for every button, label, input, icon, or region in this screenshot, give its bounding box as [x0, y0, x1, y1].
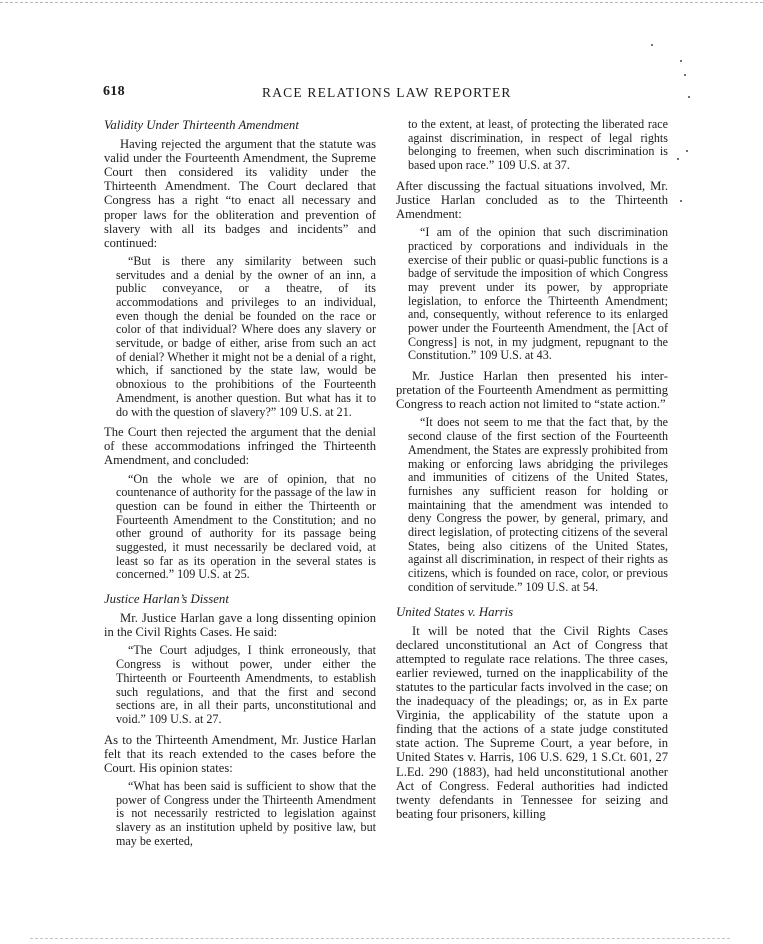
- paragraph: Mr. Justice Harlan gave a long dissenting opinion in the Civil Rights Cases. He said:: [104, 611, 376, 640]
- scan-speck: [684, 74, 686, 76]
- paragraph: The Court then rejected the argument that the denial of these accommodations infringed the Thirteenth Amendment, and concluded:: [104, 425, 376, 468]
- paragraph: Mr. Justice Harlan then presented his interpretation of the Fourteenth Amendment as permitting Congress to reach action not limited to “state action.”: [396, 369, 668, 412]
- scan-bottom-border: [30, 938, 730, 939]
- block-quote: “I am of the opinion that such discrimination practiced by corporations and individuals in the exercise of their public or quasi-public functions is a badge of servitude the imposition of which Congress may prevent under its power, by appropriate legislation, to enforce the Thirteenth Amendment; and, consequently, without reference to its enlarged power under the Fourteenth Amendment, the [Act of Congress] is not, in my judgment, repugnant to the Constitution.” 109 U.S. at 43.: [408, 225, 668, 363]
- section-heading: Justice Harlan’s Dissent: [104, 592, 229, 607]
- block-quote: “But is there any similarity between such servitudes and a denial by the owner of an inn, a public conveyance, or a theatre, of its accommodations and privileges to an individual, even though the denial be founded on the race or color of that individual? Where does any slavery or servitude, or badge of either, arise from such an act of denial? Whether it might not be a denial of a right, which, if sanctioned by the state law, would be obnoxious to the prohibitions of the Fourteenth Amendment, is another question. But what has it to do with the question of slavery?” 109 U.S. at 21.: [116, 253, 376, 419]
- scan-top-border: [0, 2, 763, 3]
- left-column: [104, 118, 376, 854]
- scan-speck: [677, 158, 679, 160]
- right-column: [396, 118, 668, 826]
- block-quote: “What has been said is sufficient to show that the power of Congress under the Thirteenth Amendment is not necessarily restricted to legislation against slavery as an institution upheld by positive law, but may be exerted,: [116, 778, 376, 848]
- block-quote: “It does not seem to me that the fact that, by the second clause of the first section of the Fourteenth Amendment, the States are expressly prohibited from making or enforcing laws abridging the privileges and immunities of citizens of the United States, furnishes any sufficient reason for holding or maintaining that the amendment was intended to deny Congress the power, by general, primary, and direct legislation, of protecting citizens of the several States, being also citizens of the United States, against all discrimination, in respect of their rights as citizens, which is founded on race, color, or previous condition of servitude.” 109 U.S. at 54.: [408, 415, 668, 594]
- scan-speck: [680, 200, 682, 202]
- section-heading: United States v. Harris: [396, 604, 514, 619]
- paragraph: It will be noted that the Civil Rights Cases declared unconstitutional an Act of Congress that attempted to regulate race relations. The three cases, earlier reviewed, turned on the inapplicability of the statutes to the particular facts involved in the case; on the inadequacy of the pleadings; or, as in Ex parte Virginia, the applicability of the statute upon a finding that the actions of a state judge constituted state action. The Supreme Court, a year before, in United States v. Harris, 106 U.S. 629, 1 S.Ct. 601, 27 L.Ed. 290 (1883), had held unconstitutional another Act of Congress. Federal authorities had indicted twenty defendants in Tennessee for seizing and beating four prisoners, killing: [396, 623, 668, 821]
- running-head: RACE RELATIONS LAW REPORTER: [262, 85, 512, 100]
- scan-speck: [651, 44, 653, 46]
- paragraph: After discussing the factual situations involved, Mr. Justice Harlan concluded as to the Thirteenth Amendment:: [396, 178, 668, 221]
- scan-speck: [686, 150, 688, 152]
- page-number: 618: [103, 84, 125, 99]
- scan-speck: [688, 96, 690, 98]
- scan-speck: [680, 60, 682, 62]
- paragraph: Having rejected the argument that the statute was valid under the Fourteenth Amendment, the Supreme Court then considered its validity under the Thirteenth Amendment. The Court declared that Congress has a right “to enact all necessary and proper laws for the obliteration and prevention of slavery with all its badges and incidents” and continued:: [104, 137, 376, 250]
- block-quote: “The Court adjudges, I think erroneously, that Congress is without power, under either the Thirteenth or Fourteenth Amendments, to establish such regulations, and that the first and second sections are, in all their parts, unconstitutional and void.” 109 U.S. at 27.: [116, 643, 376, 726]
- paragraph: As to the Thirteenth Amendment, Mr. Justice Harlan felt that its reach extended to the cases before the Court. His opinion states:: [104, 732, 376, 775]
- block-quote-continued: to the extent, at least, of protecting the liberated race against discrimination, in respect of legal rights belonging to freemen, when such discrimination is based upon race.” 109 U.S. at 37.: [408, 117, 668, 173]
- block-quote: “On the whole we are of opinion, that no countenance of authority for the passage of the law in question can be found in either the Thirteenth or Fourteenth Amendment to the Constitution; and no other ground of authority for its passage being suggested, it must necessarily be declared void, at least so far as its operation in the several states is concerned.” 109 U.S. at 25.: [116, 471, 376, 582]
- section-heading: Validity Under Thirteenth Amendment: [104, 118, 299, 132]
